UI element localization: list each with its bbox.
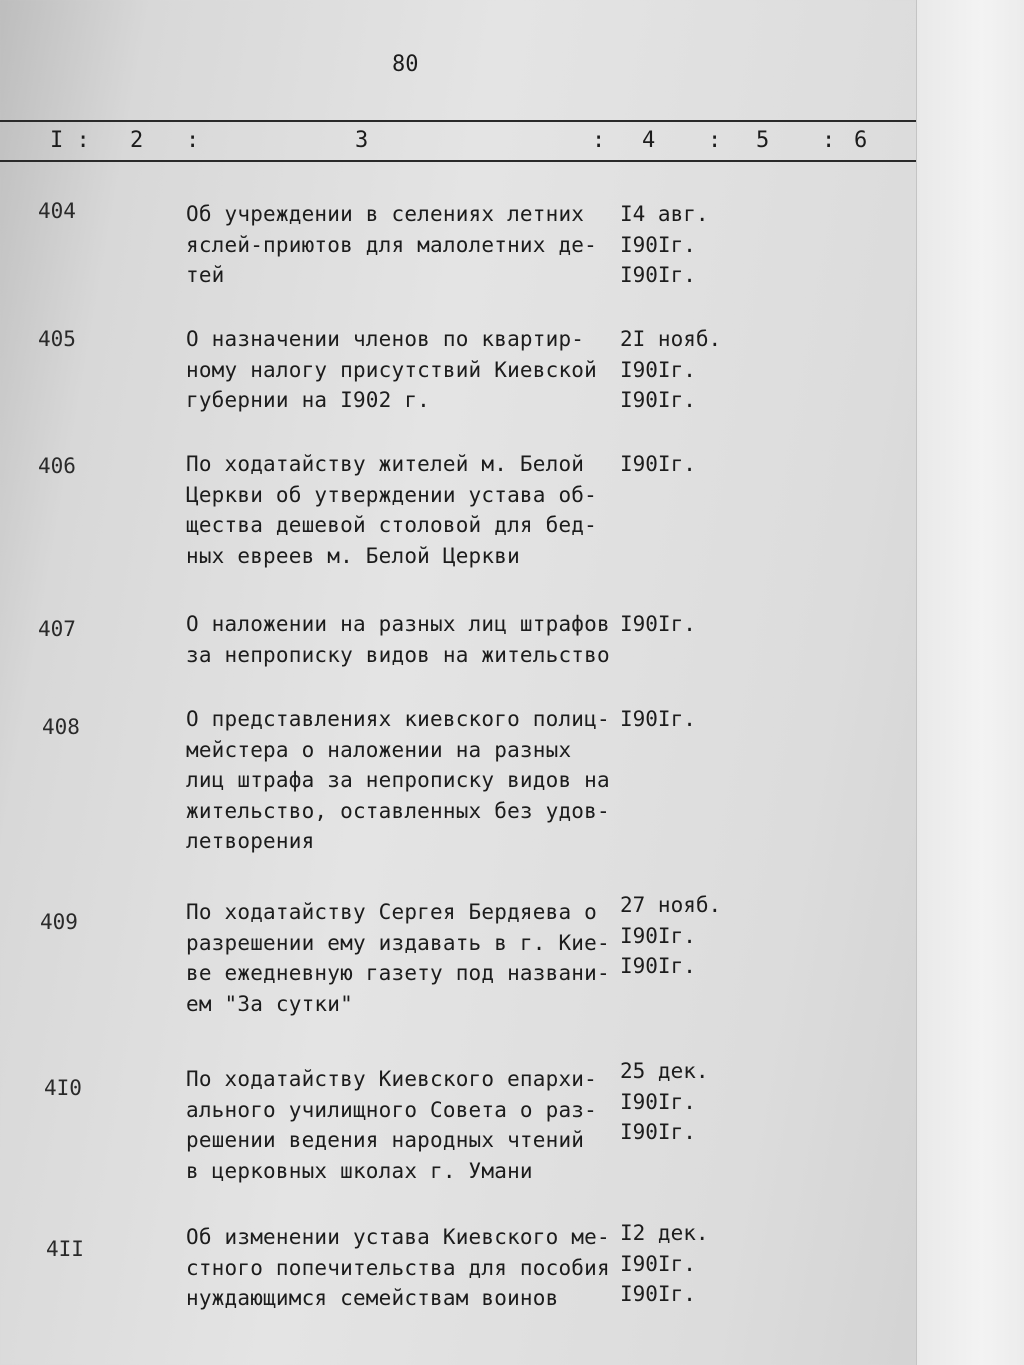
entry-description: По ходатайству Киевского епархи- ального училищного Совета о раз- решении ведения народных чтений в церковных школах г. Умани: [186, 1067, 597, 1183]
entry-number: 4I0: [44, 1076, 82, 1100]
entry-dates: 27 нояб. I90Iг. I90Iг.: [620, 893, 722, 978]
entry-number: 404: [38, 199, 76, 223]
column-1-header: I :: [50, 128, 90, 153]
entry-dates: I90Iг.: [620, 612, 696, 636]
column-5-header: 5: [756, 128, 770, 153]
entry-description: Об учреждении в селениях летних яслей-приютов для малолетних де- тей: [186, 202, 597, 287]
column-6-header: 6: [854, 128, 868, 153]
entry-number: 4II: [46, 1237, 84, 1261]
page-number: 80: [392, 52, 419, 77]
entry-dates: I90Iг.: [620, 452, 696, 476]
paper-edge: [916, 0, 1024, 1365]
column-separator: :: [822, 128, 836, 153]
column-separator: :: [708, 128, 722, 153]
entry-number: 406: [38, 454, 76, 478]
column-separator: :: [592, 128, 606, 153]
column-separator: :: [186, 128, 200, 153]
entry-description: По ходатайству Сергея Бердяева о разрешении ему издавать в г. Кие- ве ежедневную газету под названи- ем "За сутки": [186, 900, 610, 1016]
entry-number: 407: [38, 617, 76, 641]
entry-dates: I90Iг.: [620, 707, 696, 731]
entry-dates: I4 авг. I90Iг. I90Iг.: [620, 202, 709, 287]
entry-number: 408: [42, 715, 80, 739]
column-2-header: 2: [130, 128, 144, 153]
header-top-rule: [0, 120, 916, 122]
entry-dates: 2I нояб. I90Iг. I90Iг.: [620, 327, 722, 412]
entry-dates: I2 дек. I90Iг. I90Iг.: [620, 1221, 709, 1306]
entry-description: О наложении на разных лиц штрафов за непрописку видов на жительство: [186, 612, 610, 667]
column-3-header: 3: [355, 128, 369, 153]
entry-description: Об изменении устава Киевского ме- стного попечительства для пособия нуждающимся семействам воинов: [186, 1225, 610, 1310]
header-bottom-rule: [0, 160, 916, 162]
entry-number: 409: [40, 910, 78, 934]
entry-number: 405: [38, 327, 76, 351]
column-4-header: 4: [642, 128, 656, 153]
entry-description: По ходатайству жителей м. Белой Церкви об утверждении устава об- щества дешевой столовой для бед- ных евреев м. Белой Церкви: [186, 452, 597, 568]
entry-dates: 25 дек. I90Iг. I90Iг.: [620, 1059, 709, 1144]
entry-description: О назначении членов по квартир- ному налогу присутствий Киевской губернии на I902 г.: [186, 327, 597, 412]
entry-description: О представлениях киевского полиц- мейстера о наложении на разных лиц штрафа за непрописку видов на жительство, оставленных без удов- летворения: [186, 707, 610, 853]
